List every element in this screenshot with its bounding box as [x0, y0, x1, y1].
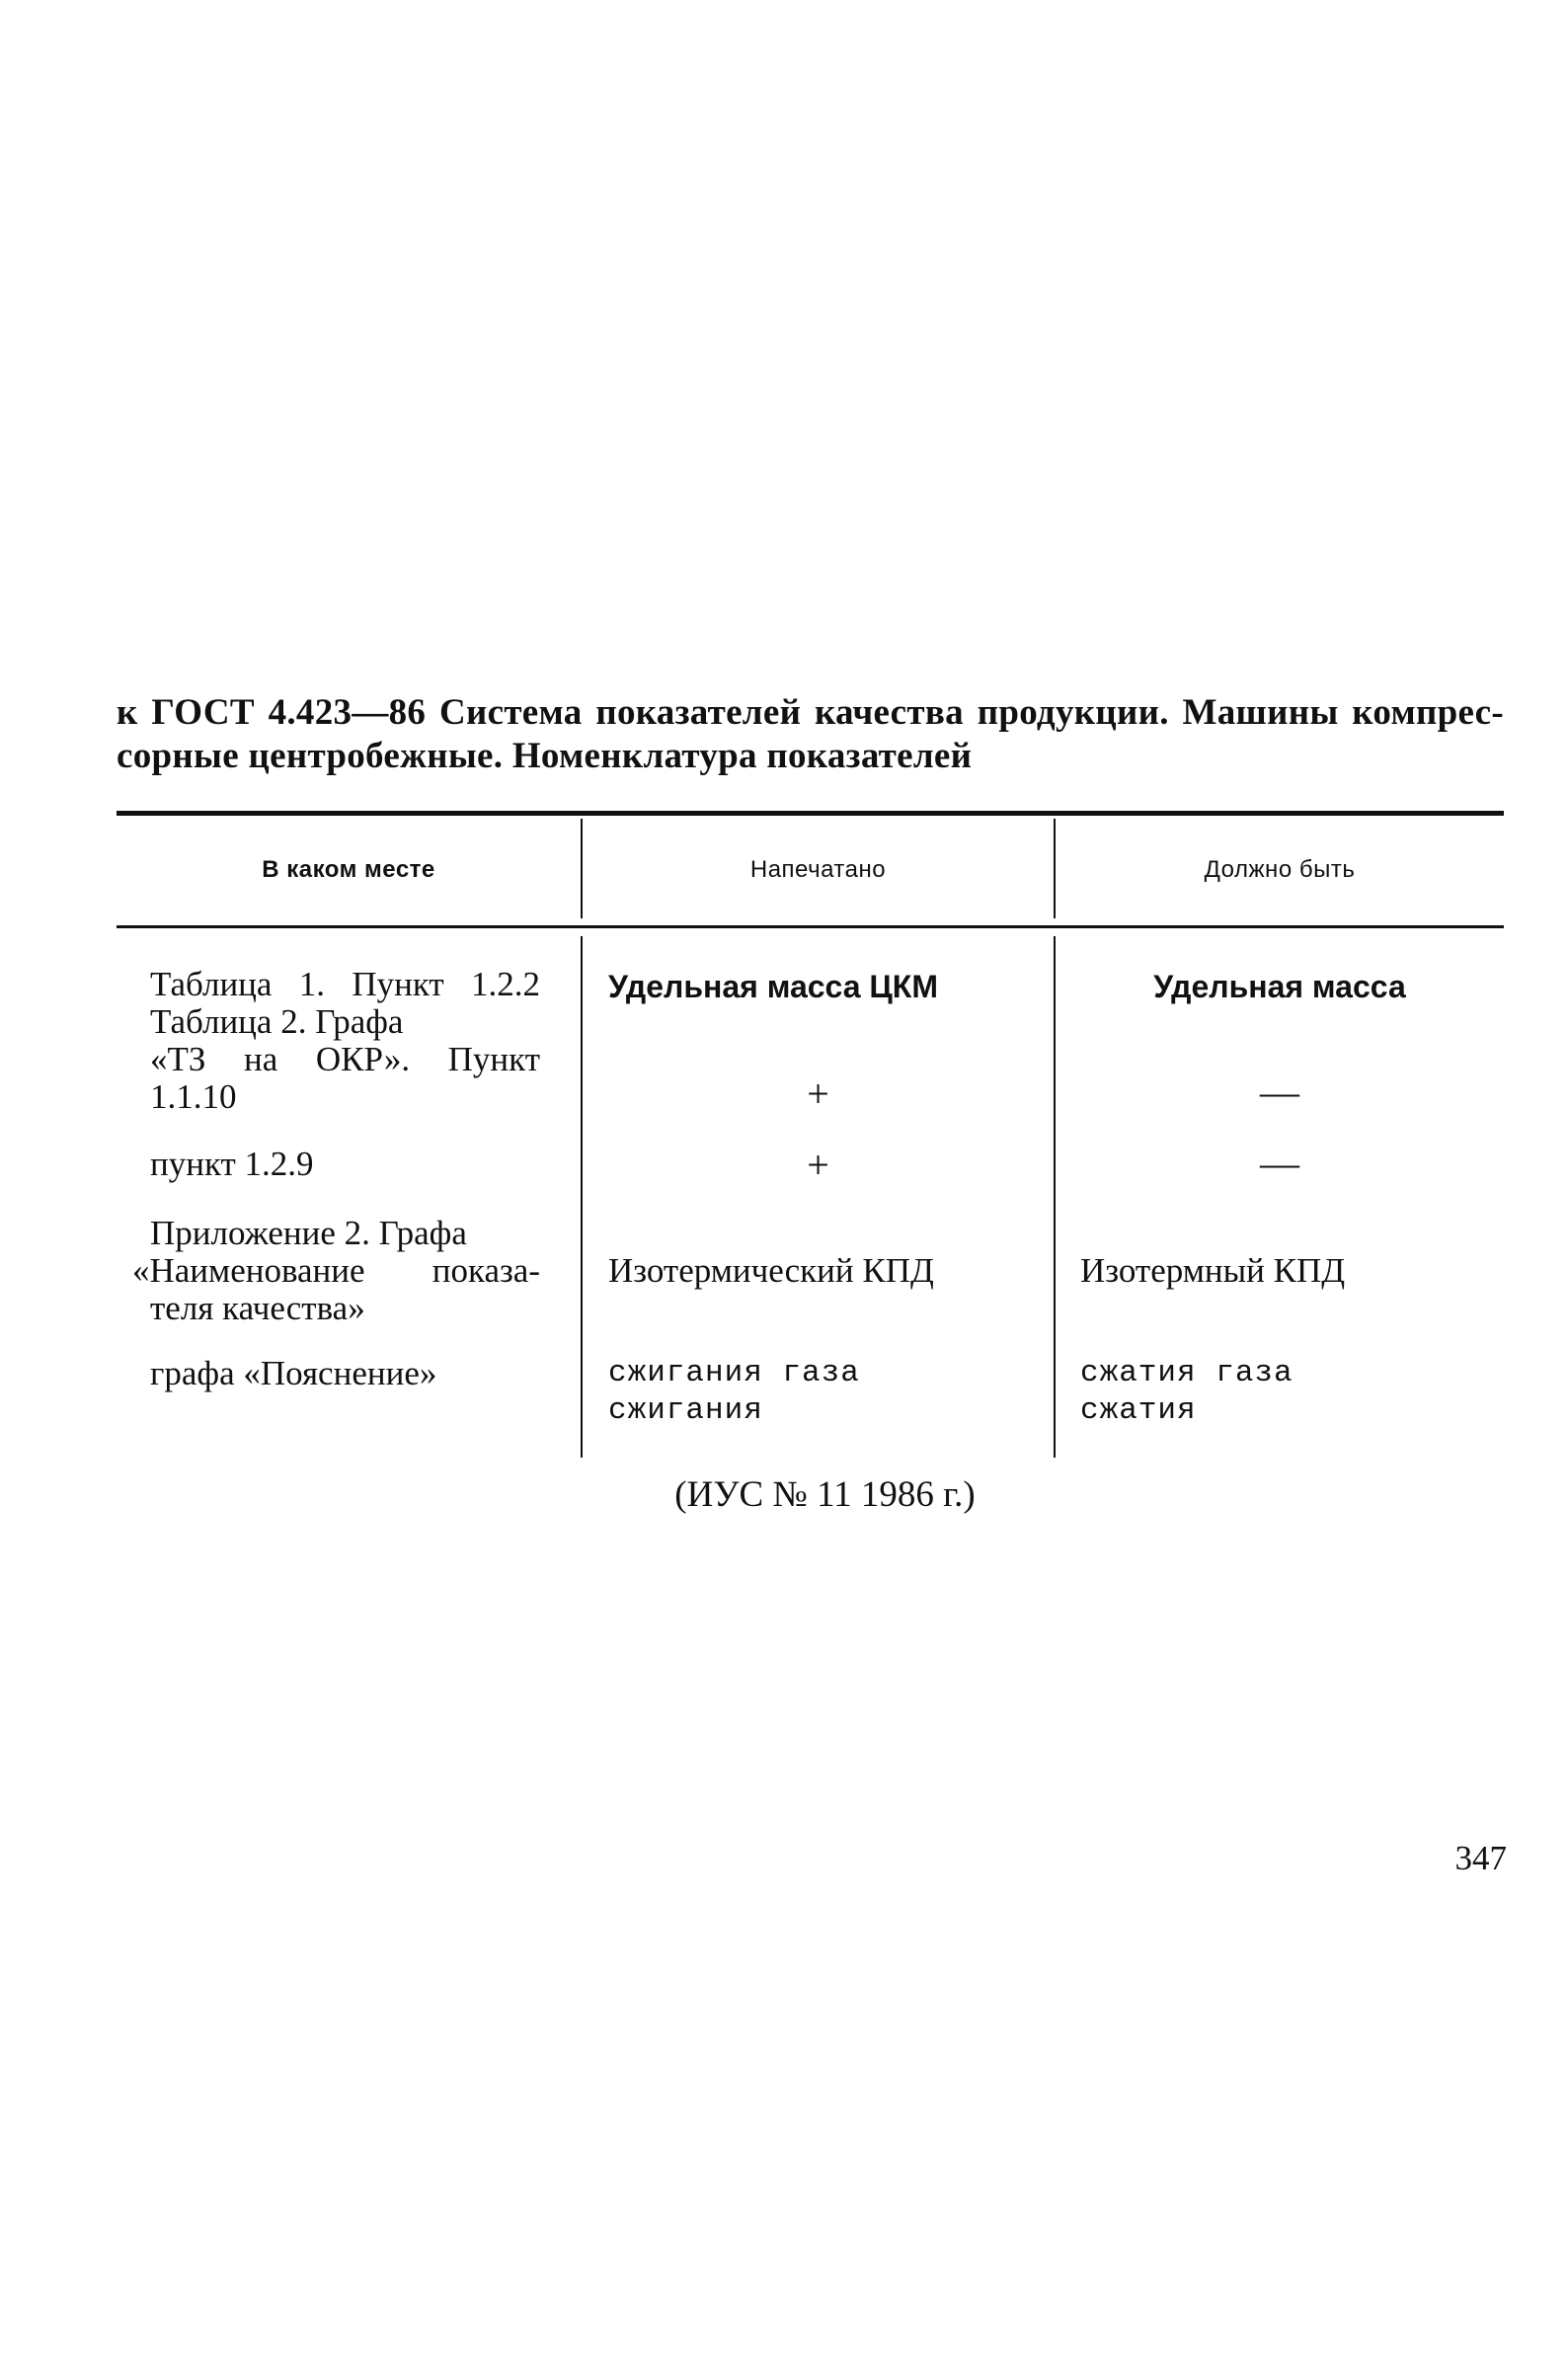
row-5-should-be-line-1: сжатия газа [1080, 1356, 1294, 1390]
column-header-where: В каком месте [262, 856, 435, 883]
row-1-printed: Удельная масса ЦКМ [608, 969, 938, 1004]
row-1-should-be: Удельная масса [1153, 969, 1406, 1004]
body-divider-2 [1054, 936, 1056, 1458]
table-header-rule [117, 925, 1504, 928]
row-5-should-be [1080, 1355, 1495, 1430]
row-2-where-line-3: 1.1.10 [150, 1077, 237, 1116]
row-3-should-be: — [1260, 1141, 1299, 1185]
row-4-where-line-3: теля качества» [150, 1289, 365, 1327]
table-top-rule [117, 811, 1504, 816]
row-2-where-line-2: «ТЗ на ОКР». Пункт [150, 1040, 540, 1078]
row-2-where [150, 1003, 540, 1116]
row-2-printed: + [807, 1071, 829, 1116]
row-5-should-be-line-2: сжатия [1080, 1393, 1197, 1428]
row-5-printed [608, 1355, 1043, 1430]
body-divider-1 [581, 936, 583, 1458]
source-note [117, 1473, 1504, 1517]
row-3-printed: + [807, 1143, 829, 1187]
page-number: 347 [1454, 1839, 1507, 1877]
row-5-printed-line-2: сжигания [608, 1393, 763, 1428]
column-header-printed: Напечатано [749, 856, 887, 883]
heading-line-1: к ГОСТ 4.423—86 Система показателей качества продукции. Машины компрес- [117, 692, 1504, 733]
row-2-should-be: — [1260, 1070, 1299, 1114]
row-4-where [132, 1214, 540, 1327]
row-1-where [150, 966, 540, 1003]
row-4-should-be: Изотермный КПД [1080, 1251, 1346, 1290]
row-5-printed-line-1: сжигания газа [608, 1356, 860, 1390]
row-4-printed: Изотермический КПД [608, 1251, 934, 1290]
document-heading [117, 691, 1504, 778]
row-3-where: пункт 1.2.9 [150, 1145, 314, 1183]
row-4-where-line-1: Приложение 2. Графа [150, 1214, 467, 1252]
row-1-where-line-1: Таблица 1. Пункт 1.2.2 [150, 965, 540, 1003]
row-4-where-line-2: «Наименование показа- [132, 1251, 540, 1290]
row-2-where-line-1: Таблица 2. Графа [150, 1002, 404, 1041]
source-note-text: (ИУС № 11 1986 г.) [674, 1474, 976, 1515]
column-header-should-be: Должно быть [1204, 856, 1356, 883]
row-5-where: графа «Пояснение» [150, 1354, 437, 1392]
heading-line-2: сорные центробежные. Номенклатура показателей [117, 736, 973, 776]
